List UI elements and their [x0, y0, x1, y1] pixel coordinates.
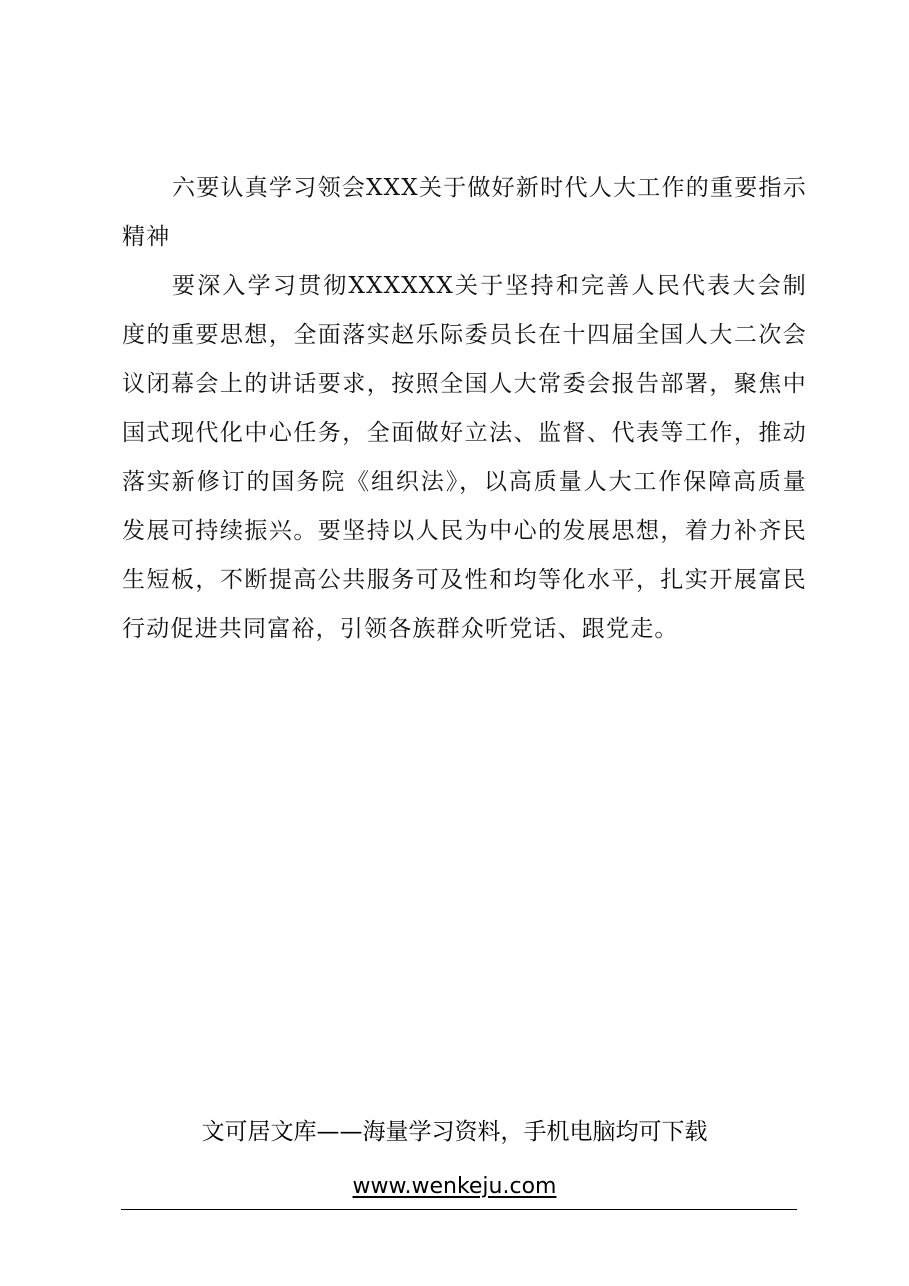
document-body — [122, 164, 807, 654]
section-heading: 六要认真学习领会XXX关于做好新时代人大工作的重要指示精神 — [122, 175, 807, 250]
body-paragraph: 要深入学习贯彻XXXXXX关于坚持和完善人民代表大会制度的重要思想，全面落实赵乐际委员长在十四届全国人大二次会议闭幕会上的讲话要求，按照全国人大常委会报告部署，聚焦中国式现代化中心任务，全面做好立法、监督、代表等工作，推动落实新修订的国务院《组织法》，以高质量人大工作保障高质量发展可持续振兴。要坚持以人民为中心的发展思想，着力补齐民生短板，不断提高公共服务可及性和均等化水平，扎实开展富民行动促进共同富裕，引领各族群众听党话、跟党走。 — [122, 273, 807, 642]
footer-divider — [121, 1209, 797, 1210]
footer-url-container — [0, 1174, 909, 1199]
footer-slogan: 文可居文库——海量学习资料，手机电脑均可下载 — [201, 1119, 708, 1145]
footer-url-link[interactable]: www.wenkeju.com — [352, 1174, 557, 1199]
